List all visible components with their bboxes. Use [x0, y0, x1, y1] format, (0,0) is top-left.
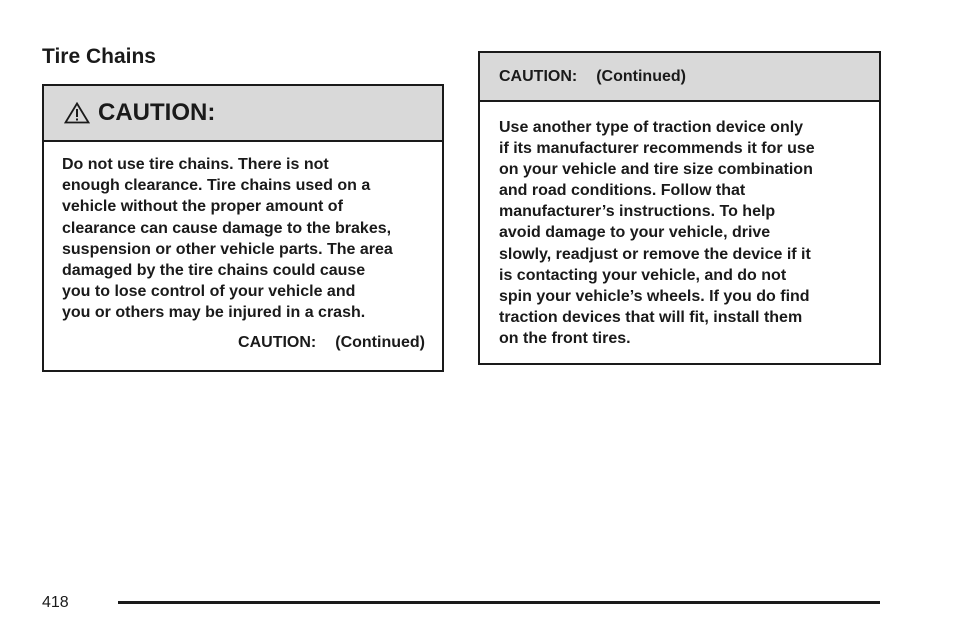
continued-header-text: (Continued): [596, 67, 686, 85]
continued-text-line: slowly, readjust or remove the device if it: [499, 245, 811, 263]
continued-text-line: Use another type of traction device only: [499, 119, 804, 136]
continued-text-line: manufacturer’s instructions. To help: [499, 203, 776, 221]
caution-body: [44, 142, 442, 353]
continued-text-line: on the front tires.: [499, 329, 631, 347]
footer-rule: [118, 601, 880, 604]
continued-text-line: on your vehicle and tire size combination: [499, 161, 813, 179]
continued-text-line: spin your vehicle’s wheels. If you do find: [499, 287, 810, 305]
caution-continued-body: [480, 102, 879, 349]
caution-text-line: suspension or other vehicle parts. The area: [62, 240, 393, 258]
continued-text-line: is contacting your vehicle, and do not: [499, 266, 787, 284]
caution-text-line: you to lose control of your vehicle and: [62, 283, 356, 301]
continued-text: (Continued): [335, 333, 425, 351]
caution-box: [42, 84, 444, 372]
continued-text-line: and road conditions. Follow that: [499, 182, 746, 200]
page-number: 418: [42, 594, 69, 611]
caution-text-line: you or others may be injured in a crash.: [62, 304, 366, 322]
caution-text-line: Do not use tire chains. There is not: [62, 156, 329, 173]
caution-continued-header: [480, 53, 879, 102]
caution-text-line: enough clearance. Tire chains used on a: [62, 177, 371, 195]
continued-text-line: if its manufacturer recommends it for use: [499, 140, 815, 158]
continued-text-line: avoid damage to your vehicle, drive: [499, 224, 771, 242]
caution-text-line: damaged by the tire chains could cause: [62, 262, 366, 280]
caution-continued-note: [62, 332, 425, 353]
caution-text-line: clearance can cause damage to the brakes,: [62, 219, 392, 237]
caution-header-label: CAUTION:: [98, 99, 216, 126]
continued-header-label: CAUTION:: [499, 67, 578, 85]
caution-text-line: vehicle without the proper amount of: [62, 198, 343, 216]
caution-header: [44, 86, 442, 142]
section-title: Tire Chains: [42, 45, 156, 68]
caution-continued-box: [478, 51, 881, 365]
continued-text-line: traction devices that will fit, install them: [499, 308, 803, 326]
continued-label: CAUTION:: [238, 333, 317, 351]
warning-triangle-icon: [64, 102, 90, 124]
